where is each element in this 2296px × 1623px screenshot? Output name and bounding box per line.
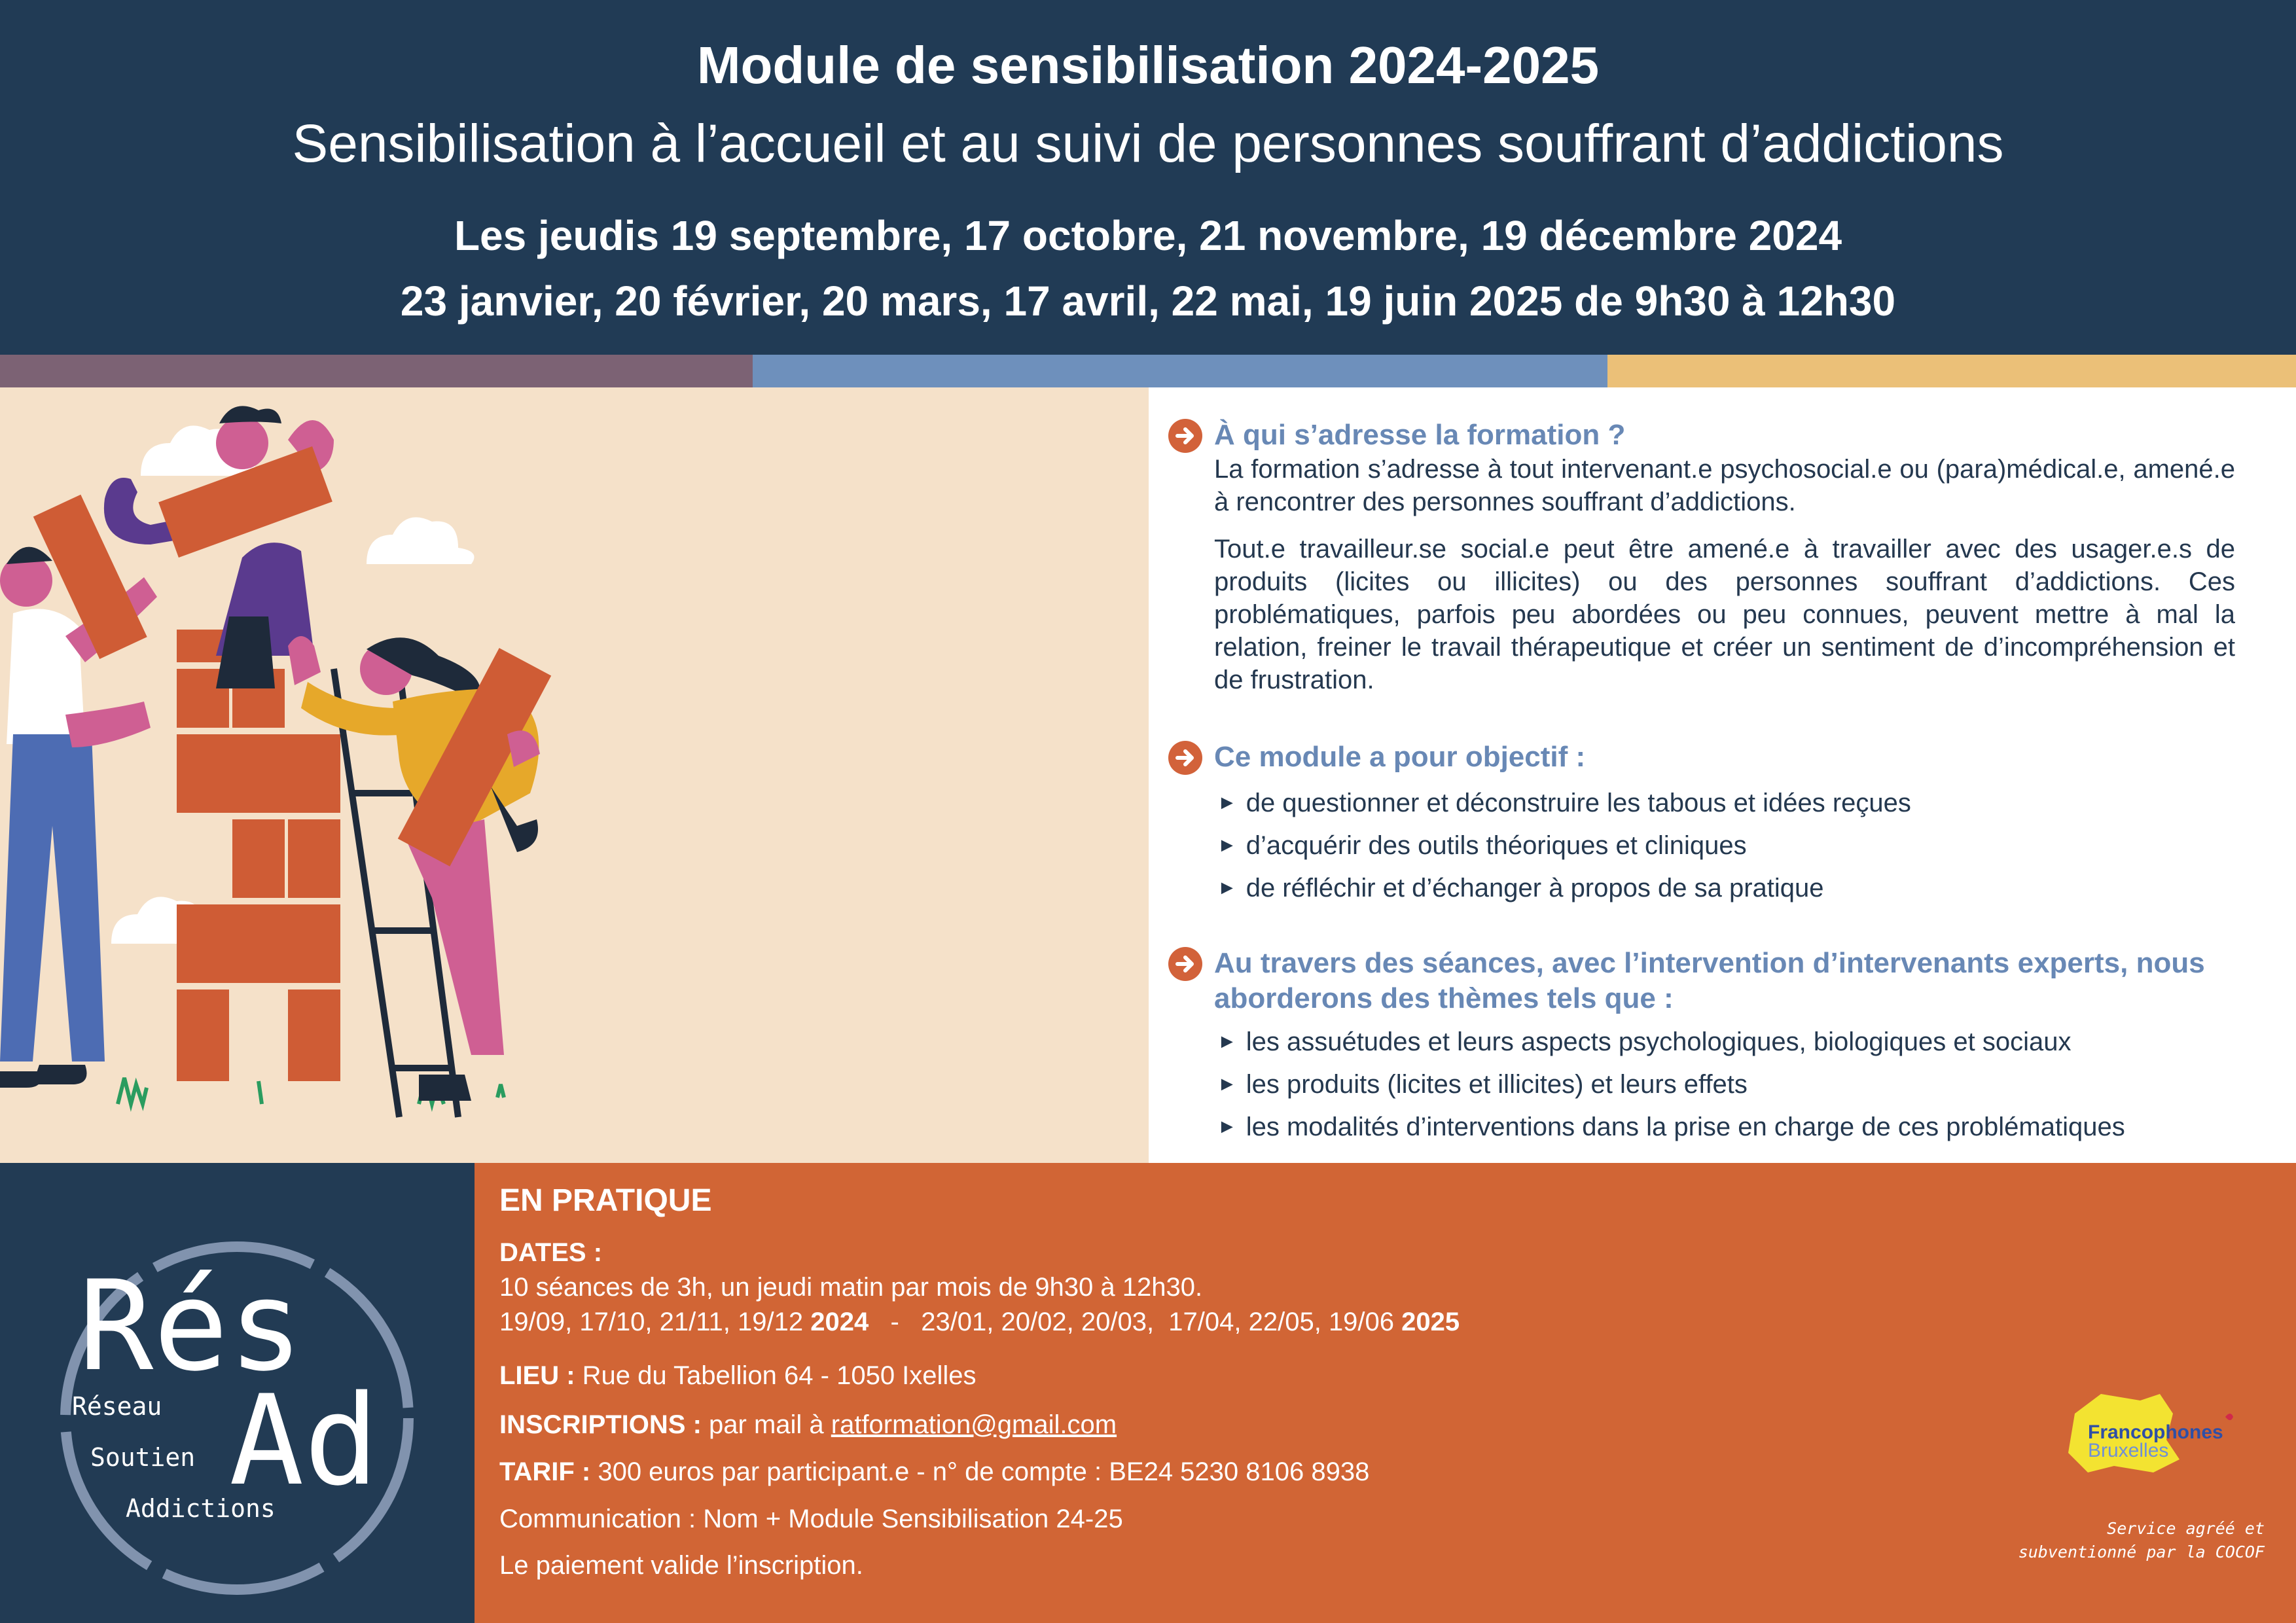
color-stripes	[0, 355, 2296, 387]
bullet-triangle-icon: ►	[1217, 834, 1237, 856]
audience-paragraph-2: Tout.e travailleur.se social.e peut être amené.e à travailler avec des usager.e.s de produits (licites ou illicites) ou des personnes souffrant d’addictions. Ces problématiques, parfois peu abordées ou peu connues, peuvent mettre à mal la relation, freiner le travail thérapeutique et créer un sentiment de d’incompréhension et de frustration.	[1214, 535, 2235, 694]
section-objective	[1149, 741, 2296, 911]
section-title-themes: Au travers des séances, avec l’intervention d’intervenants experts, nous aborderons des thèmes tels que :	[1214, 947, 2205, 1014]
dates-summary: 10 séances de 3h, un jeudi matin par mois de 9h30 à 12h30.	[499, 1273, 1203, 1302]
stripe-yellow	[1607, 355, 2296, 387]
logo-word-soutien: Soutien	[90, 1443, 196, 1472]
theme-item: ► les assuétudes et leurs aspects psychologiques, biologiques et sociaux	[1217, 1027, 2072, 1056]
theme-item: ► les modalités d’interventions dans la prise en charge de ces problématiques	[1217, 1113, 2125, 1141]
section-title-objective: Ce module a pour objectif :	[1214, 741, 1586, 773]
section-themes	[1149, 947, 2296, 1156]
session-dates-2024: Les jeudis 19 septembre, 17 octobre, 21 novembre, 19 décembre 2024	[454, 212, 1842, 259]
session-dates-2025: 23 janvier, 20 février, 20 mars, 17 avril, 22 mai, 19 juin 2025 de 9h30 à 12h30	[400, 277, 1896, 325]
arrow-right-circle-icon	[1168, 419, 1202, 453]
inscriptions-line: INSCRIPTIONS : par mail à ratformation@gmail.com	[499, 1410, 1117, 1439]
communication-line: Communication : Nom + Module Sensibilisation 24-25	[499, 1505, 1123, 1533]
dates-list: 19/09, 17/10, 21/11, 19/12 2024 - 23/01, 20/02, 20/03, 17/04, 22/05, 19/06 2025	[499, 1308, 1460, 1336]
objective-item: ► d’acquérir des outils théoriques et cliniques	[1217, 831, 1747, 860]
bullet-triangle-icon: ►	[1217, 1073, 1237, 1095]
section-audience	[1149, 419, 2296, 720]
stripe-mauve	[0, 355, 753, 387]
person-left	[0, 495, 157, 1088]
email-link[interactable]: ratformation@gmail.com	[831, 1410, 1117, 1439]
cocof-note: Service agréé et subventionné par la COCOF	[2018, 1519, 2265, 1561]
payment-note: Le paiement valide l’inscription.	[499, 1551, 863, 1580]
stripe-blue	[753, 355, 1607, 387]
logo-res-text: Rés	[79, 1254, 304, 1399]
objective-item: ► de réfléchir et d’échanger à propos de sa pratique	[1217, 874, 1824, 902]
content-panel	[1149, 387, 2296, 1163]
bullet-triangle-icon: ►	[1217, 1031, 1237, 1052]
audience-paragraph-1: La formation s’adresse à tout intervenant.e psychosocial.e ou (para)médical.e, amené.e à rencontrer des personnes souffrant d’addictions.	[1214, 455, 2235, 516]
dates-label: DATES :	[499, 1238, 603, 1267]
logo-ad-text: Ad	[229, 1368, 379, 1513]
resad-logo-panel	[0, 1163, 475, 1623]
arrow-right-circle-icon	[1168, 741, 1202, 775]
page-subtitle: Sensibilisation à l’accueil et au suivi de personnes souffrant d’addictions	[292, 114, 2004, 173]
objective-item: ► de questionner et déconstruire les tabous et idées reçues	[1217, 789, 1911, 817]
page-title: Module de sensibilisation 2024-2025	[696, 36, 1600, 94]
arrow-right-circle-icon	[1168, 947, 1202, 981]
practical-title: EN PRATIQUE	[499, 1183, 712, 1218]
logo-word-reseau: Réseau	[72, 1392, 162, 1421]
tarif-line: TARIF : 300 euros par participant.e - n° de compte : BE24 5230 8106 8938	[499, 1457, 1370, 1486]
francophones-bruxelles-text: Francophones Bruxelles	[2088, 1421, 2223, 1461]
brick-wall-illustration	[0, 387, 1149, 1163]
bullet-triangle-icon: ►	[1217, 792, 1237, 813]
section-title-audience: À qui s’adresse la formation ?	[1214, 419, 1626, 451]
theme-item: ► les produits (licites et illicites) et leurs effets	[1217, 1070, 1748, 1099]
bullet-triangle-icon: ►	[1217, 877, 1237, 899]
header-banner	[0, 0, 2296, 355]
lieu-line: LIEU : Rue du Tabellion 64 - 1050 Ixelles	[499, 1361, 977, 1390]
bullet-triangle-icon: ►	[1217, 1116, 1237, 1137]
logo-word-addictions: Addictions	[126, 1494, 276, 1523]
